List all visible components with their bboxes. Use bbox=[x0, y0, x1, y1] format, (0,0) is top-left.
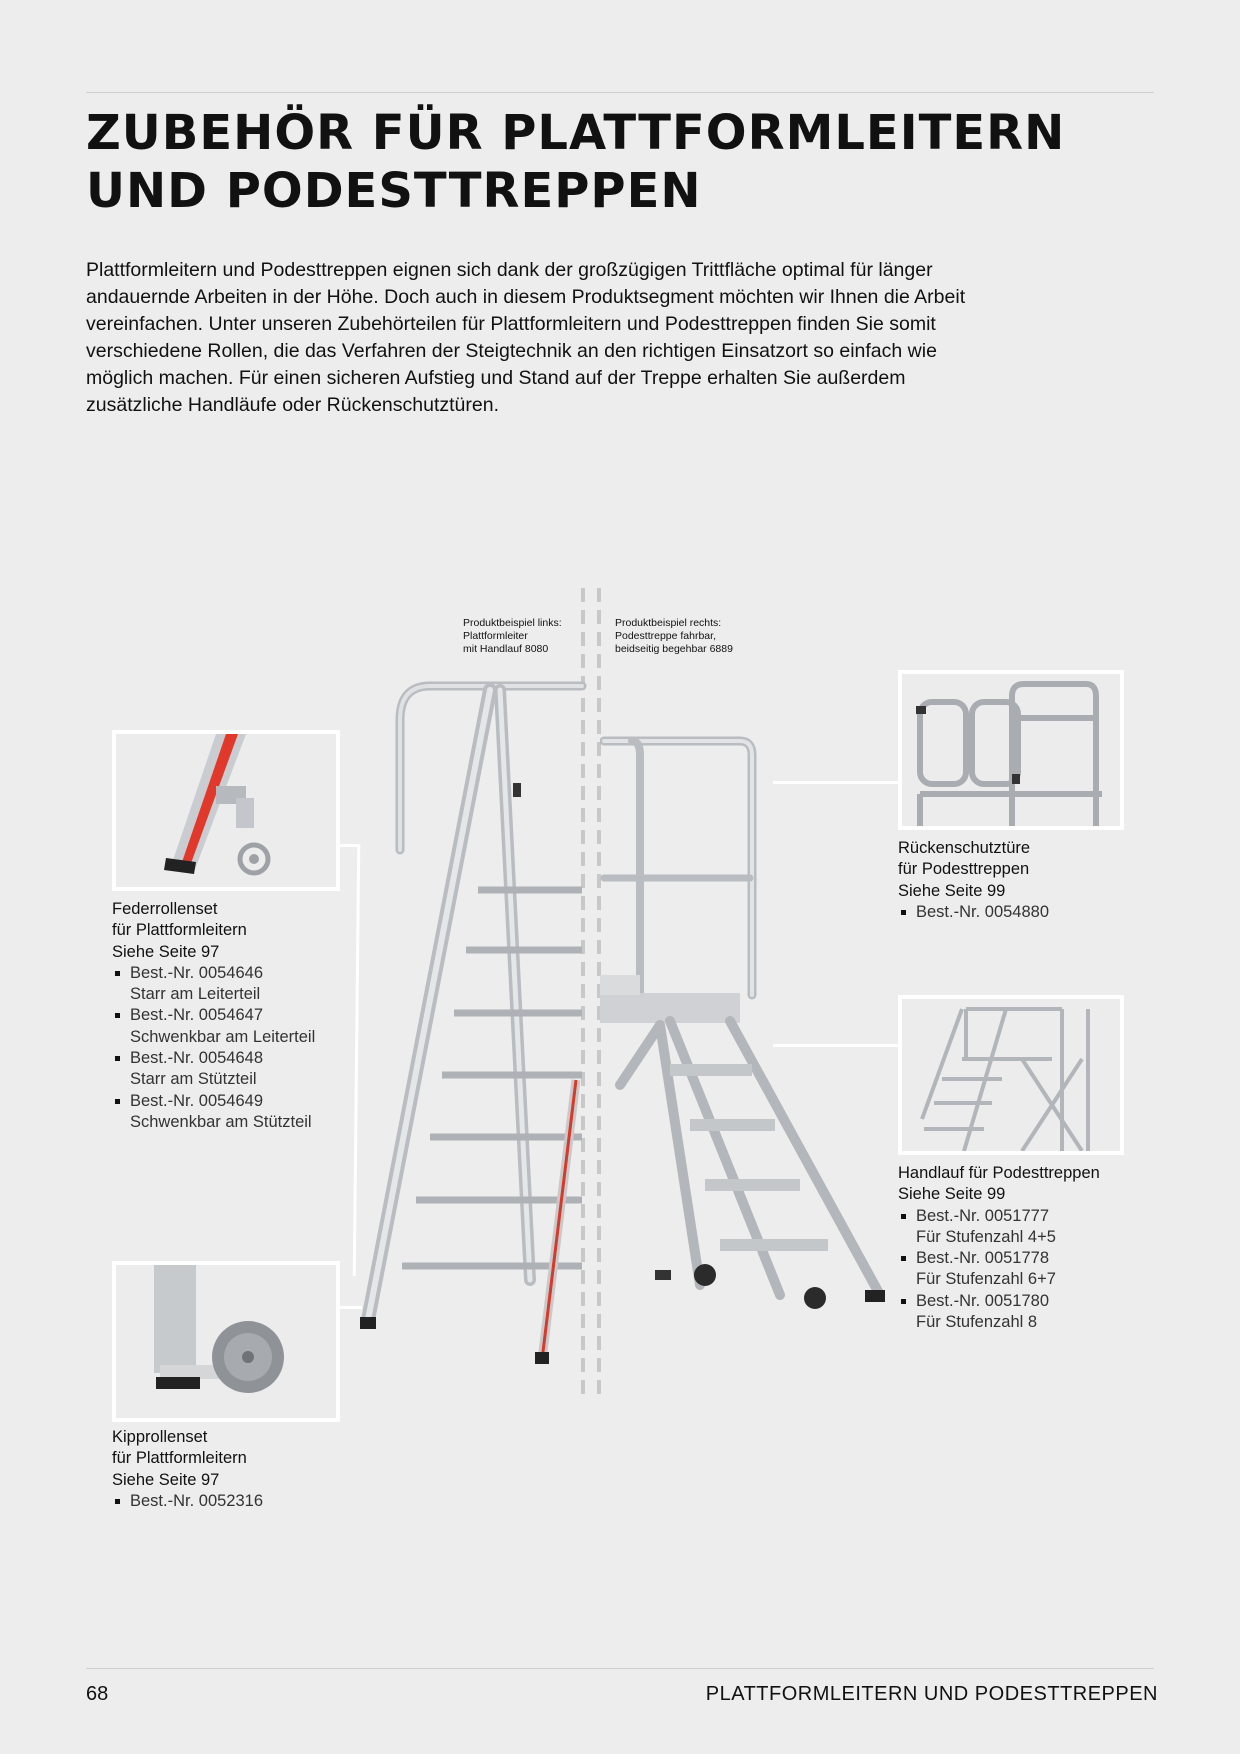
page-title-line-2: UND PODESTTREPPEN bbox=[86, 163, 702, 219]
intro-paragraph: Plattformleitern und Podesttreppen eignen sich dank der großzügigen Trittfläche optimal für länger andauernde Arbeiten in der Höhe. Doch auch in diesem Produktsegment möchten wir Ihnen die Arbeit vereinfachen. Unter unseren Zubehörteilen für Plattformleitern und Podesttreppen finden Sie somit verschiedene Rollen, die das Verfahren der Steigtechnik an den richtigen Einsatzort so einfach wie möglich machen. Für einen sicheren Aufstieg und Stand auf der Treppe erhalten Sie außerdem zusätzliche Handläufe oder Rückenschutztüren. bbox=[86, 259, 966, 416]
federrollenset-order-list bbox=[112, 963, 352, 1133]
page-number: 68 bbox=[86, 1683, 109, 1705]
list-item: Best.-Nr. 0054647 Schwenkbar am Leiterteil bbox=[112, 1005, 352, 1048]
kipprollenset-caption: Kipprollenset für Plattformleitern Siehe Seite 97 Best.-Nr. 0052316 bbox=[112, 1427, 352, 1512]
rueckenschutztuere-image bbox=[898, 670, 1124, 830]
top-rule bbox=[86, 92, 1154, 93]
list-item: Best.-Nr. 0051780 Für Stufenzahl 8 bbox=[898, 1291, 1158, 1334]
rueckenschutztuere-caption: Rückenschutztüre für Podesttreppen Siehe Seite 99 Best.-Nr. 0054880 bbox=[898, 838, 1138, 923]
list-item: Best.-Nr. 0051777 Für Stufenzahl 4+5 bbox=[898, 1206, 1158, 1249]
handlauf-image bbox=[898, 995, 1124, 1155]
list-item: Best.-Nr. 0051778 Für Stufenzahl 6+7 bbox=[898, 1248, 1158, 1291]
list-item: Best.-Nr. 0054648 Starr am Stützteil bbox=[112, 1048, 352, 1091]
federrollenset-image bbox=[112, 730, 340, 891]
example-right-note: Produktbeispiel rechts: Podesttreppe fahrbar, beidseitig begehbar 6889 bbox=[615, 617, 733, 655]
page-title-line-1: ZUBEHÖR FÜR PLATTFORMLEITERN bbox=[86, 105, 1066, 161]
list-item: Best.-Nr. 0052316 bbox=[112, 1491, 352, 1512]
federrollenset-caption: Federrollenset für Plattformleitern Siehe Seite 97 Best.-Nr. 0054646 Starr am Leiterteil Best.-Nr. 0054647 Schwenkbar am Leiterteil Best.-Nr. 0054648 Starr am Stützteil Best.-Nr. 0054649 Schwenkbar am Stützteil bbox=[112, 899, 352, 1133]
list-item: Best.-Nr. 0054880 bbox=[898, 902, 1138, 923]
rueckenschutztuere-picture bbox=[902, 674, 1120, 826]
kipprollenset-page-ref: Siehe Seite 97 bbox=[112, 1470, 220, 1489]
federrollenset-page-ref: Siehe Seite 97 bbox=[112, 942, 220, 961]
handlauf-page-ref: Siehe Seite 99 bbox=[898, 1185, 1006, 1204]
federrollenset-title: Federrollenset bbox=[112, 900, 218, 918]
rueckenschutztuere-page-ref: Siehe Seite 99 bbox=[898, 881, 1006, 900]
platform-stair-illustration bbox=[600, 725, 895, 1325]
federrollenset-picture bbox=[116, 734, 336, 887]
handlauf-order-list bbox=[898, 1206, 1158, 1334]
kipprollenset-image bbox=[112, 1261, 340, 1422]
example-left-note: Produktbeispiel links: Plattformleiter mit Handlauf 8080 bbox=[463, 617, 562, 655]
connector-federrollenset-h bbox=[338, 844, 358, 847]
handlauf-caption bbox=[898, 1163, 1158, 1333]
rueckenschutztuere-title: Rückenschutztüre bbox=[898, 839, 1031, 857]
list-item: Best.-Nr. 0054646 Starr am Leiterteil bbox=[112, 963, 352, 1006]
page-title bbox=[86, 104, 1065, 220]
connector-kipprollenset bbox=[338, 1306, 362, 1309]
kipprollenset-order-list bbox=[112, 1491, 352, 1512]
footer-section-title: PLATTFORMLEITERN UND PODESTTREPPEN bbox=[705, 1683, 1158, 1705]
rueckenschutztuere-order-list bbox=[898, 902, 1138, 923]
platform-ladder-illustration bbox=[360, 680, 590, 1370]
kipprollenset-picture bbox=[116, 1265, 336, 1418]
handlauf-title: Handlauf für Podesttreppen bbox=[898, 1164, 1100, 1182]
kipprollenset-title: Kipprollenset bbox=[112, 1428, 208, 1446]
handlauf-picture bbox=[902, 999, 1120, 1151]
list-item: Best.-Nr. 0054649 Schwenkbar am Stützteil bbox=[112, 1091, 352, 1134]
footer-rule bbox=[86, 1668, 1154, 1669]
